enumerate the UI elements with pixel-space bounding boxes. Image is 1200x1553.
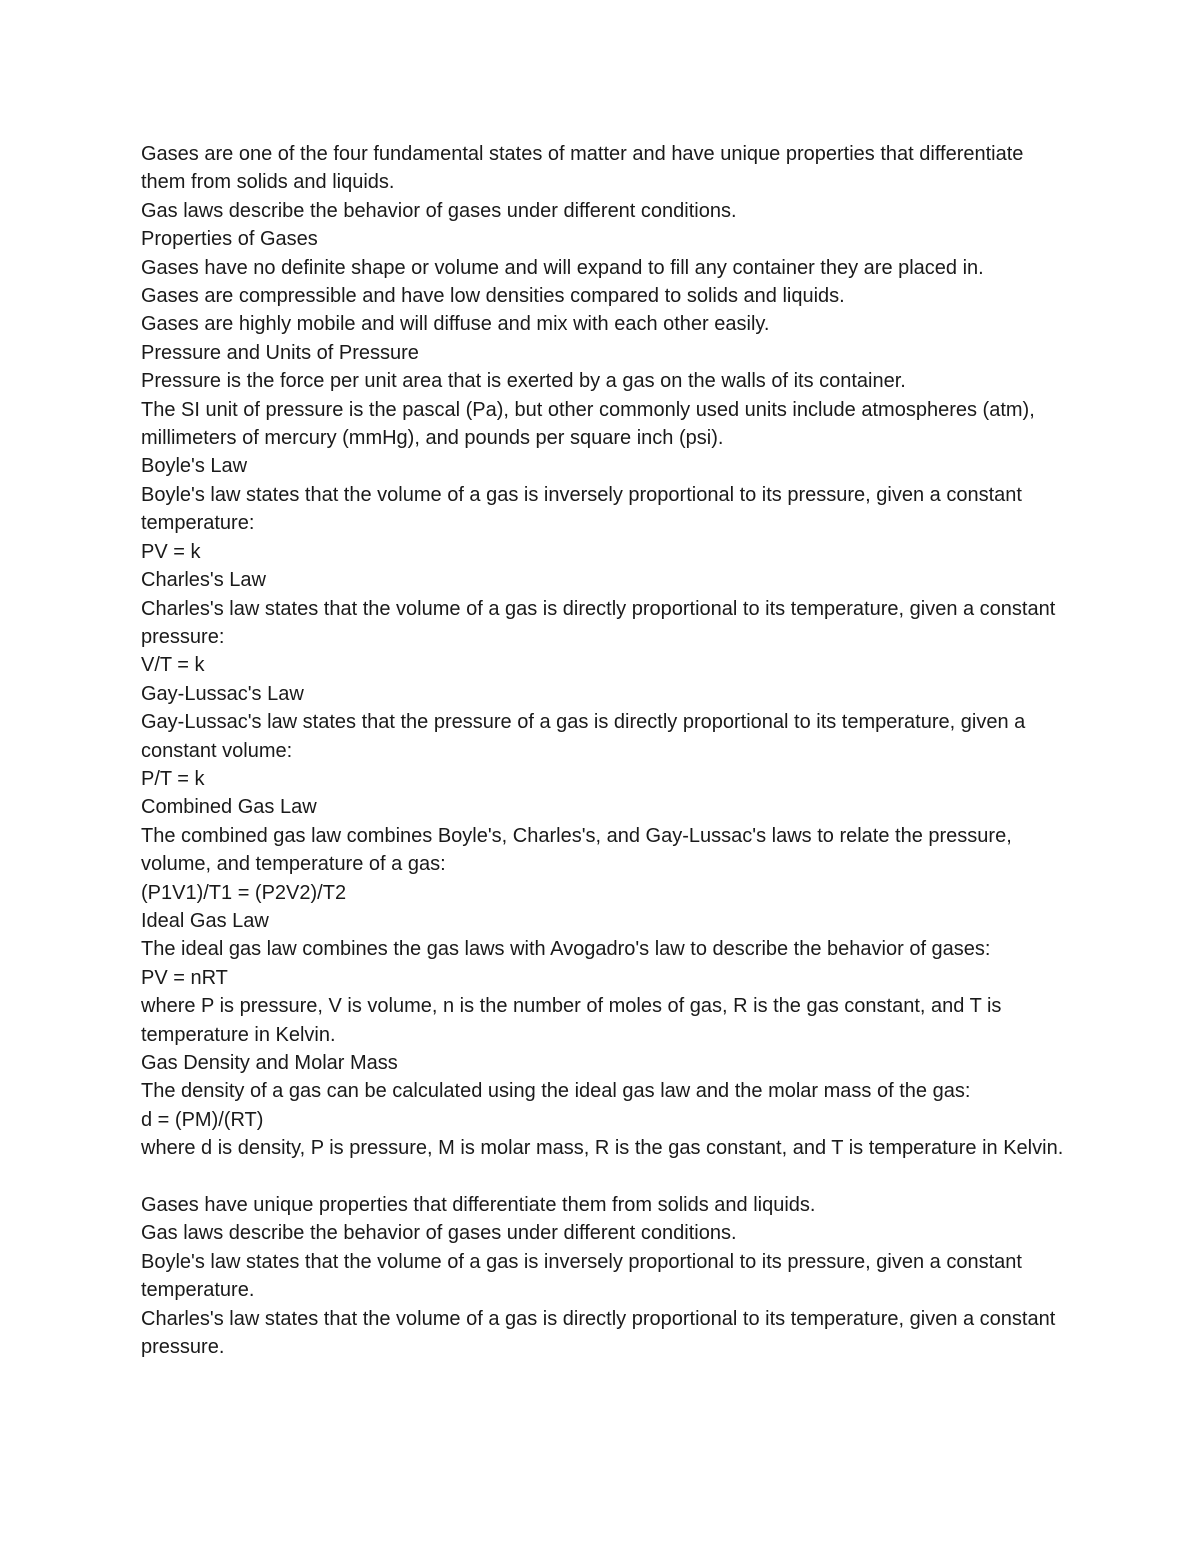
paragraph: Gay-Lussac's law states that the pressure of a gas is directly proportional to its temperature, given a constant volume: xyxy=(141,711,1026,762)
section-heading: Combined Gas Law xyxy=(141,796,317,819)
paragraph: The density of a gas can be calculated using the ideal gas law and the molar mass of the gas: xyxy=(141,1080,971,1103)
section-heading: Properties of Gases xyxy=(141,228,318,251)
paragraph: The SI unit of pressure is the pascal (Pa), but other commonly used units include atmospheres (atm), millimeters of mercury (mmHg), and pounds per square inch (psi). xyxy=(141,398,1035,450)
paragraph: Pressure is the force per unit area that is exerted by a gas on the walls of its container. xyxy=(141,370,906,393)
paragraph: The combined gas law combines Boyle's, Charles's, and Gay-Lussac's laws to relate the pressure, volume, and temperature of a gas: xyxy=(141,824,1012,876)
section-heading: Gay-Lussac's Law xyxy=(141,682,304,705)
formula: P/T = k xyxy=(141,767,205,790)
section-heading: Gas Density and Molar Mass xyxy=(141,1052,398,1074)
paragraph: Gases are highly mobile and will diffuse and mix with each other easily. xyxy=(141,313,770,336)
summary-paragraph: Boyle's law states that the volume of a gas is inversely proportional to its pressure, given a constant temperature. xyxy=(141,1250,1022,1302)
summary-paragraph: Charles's law states that the volume of a gas is directly proportional to its temperature, given a constant pressure. xyxy=(141,1307,1056,1359)
summary-paragraph: Gases have unique properties that differentiate them from solids and liquids. xyxy=(141,1194,816,1217)
formula: V/T = k xyxy=(141,654,205,677)
paragraph: Gases have no definite shape or volume and will expand to fill any container they are placed in. xyxy=(141,256,984,279)
formula: (P1V1)/T1 = (P2V2)/T2 xyxy=(141,881,347,904)
paragraph: Boyle's law states that the volume of a gas is inversely proportional to its pressure, given a constant temperature: xyxy=(141,483,1022,535)
section-heading: Boyle's Law xyxy=(141,455,248,478)
paragraph: The ideal gas law combines the gas laws with Avogadro's law to describe the behavior of gases: xyxy=(141,938,991,961)
paragraph: Gases are compressible and have low densities compared to solids and liquids. xyxy=(141,285,845,308)
blank-line xyxy=(141,1163,1066,1191)
section-heading: Ideal Gas Law xyxy=(141,909,269,932)
document-body xyxy=(141,140,1066,1361)
paragraph: Gases are one of the four fundamental states of matter and have unique properties that differentiate them from solids and liquids. xyxy=(141,143,1024,194)
paragraph: Charles's law states that the volume of a gas is directly proportional to its temperature, given a constant pressure: xyxy=(141,597,1056,648)
formula: d = (PM)/(RT) xyxy=(141,1108,264,1131)
formula: PV = k xyxy=(141,540,201,563)
section-heading: Pressure and Units of Pressure xyxy=(141,341,419,364)
paragraph: where P is pressure, V is volume, n is the number of moles of gas, R is the gas constant, and T is temperature in Kelvin. xyxy=(141,995,1002,1046)
paragraph: where d is density, P is pressure, M is molar mass, R is the gas constant, and T is temperature in Kelvin. xyxy=(141,1137,1064,1160)
formula: PV = nRT xyxy=(141,966,228,989)
summary-paragraph: Gas laws describe the behavior of gases under different conditions. xyxy=(141,1222,737,1245)
section-heading: Charles's Law xyxy=(141,569,266,592)
paragraph: Gas laws describe the behavior of gases under different conditions. xyxy=(141,199,737,222)
